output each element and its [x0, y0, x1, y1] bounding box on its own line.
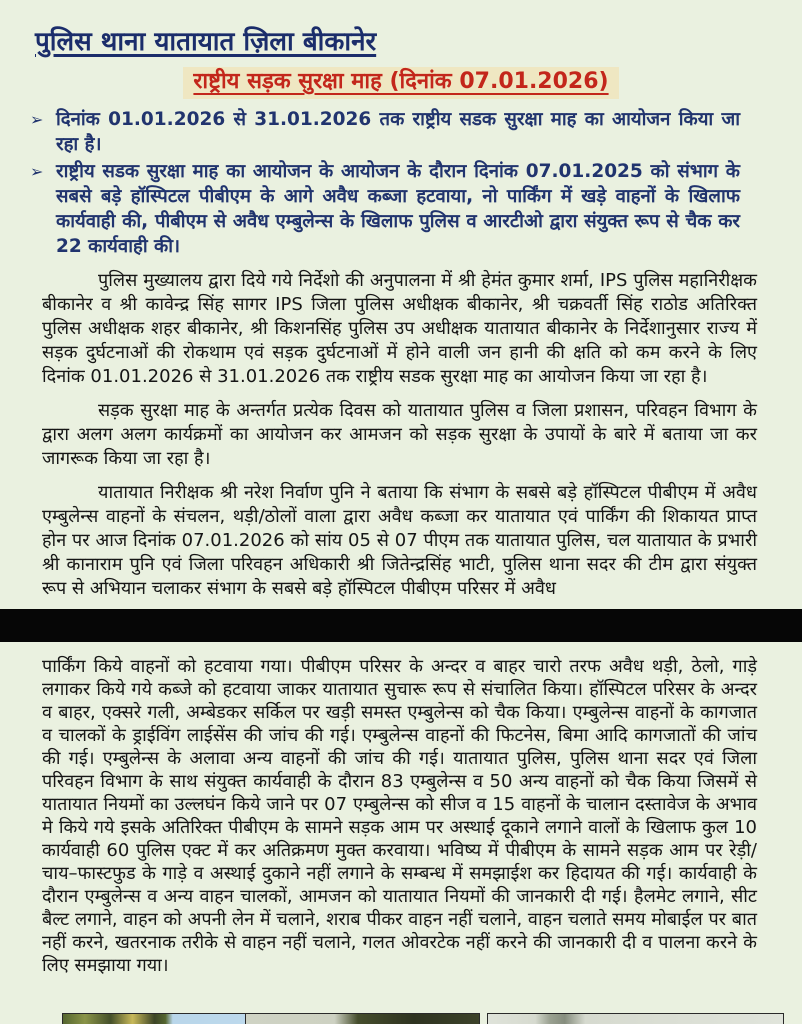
photo-thumbnails-strip [0, 1013, 802, 1024]
bullet-text: दिनांक 01.01.2026 से 31.01.2026 तक राष्ट्रीय सडक सुरक्षा माह का आयोजन किया जा रहा है। [56, 109, 740, 155]
bullet-text: राष्ट्रीय सडक सुरक्षा माह का आयोजन के आयोजन के दौरान दिनांक 07.01.2025 को संभाग के सबसे बड़े हॉस्पिटल पीबीएम के आगे अवैध कब्जा हटवाया, नो पार्किंग में खड़े वाहनों के खिलाफ कार्यवाही की, पीबीएम से अवैध एम्बुलेन्स के खिलाफ पुलिस व आरटीओ द्वारा संयुक्त रूप से चैक कर 22 कार्यवाही की। [56, 161, 740, 257]
body-text-block [42, 269, 757, 601]
body-text-block [42, 655, 757, 977]
photo-thumbnail-top [62, 1013, 247, 1024]
arrow-bullet-icon: ➢ [30, 162, 44, 181]
bullet-item [30, 107, 740, 157]
paragraph: सड़क सुरक्षा माह के अन्तर्गत प्रत्येक दिवस को यातायात पुलिस व जिला प्रशासन, परिवहन विभाग के द्वारा अलग अलग कार्यक्रमों का आयोजन कर आमजन को सड़क सुरक्षा के उपायों के बारे में बताया जा कर जागरूक किया जा रहा है। [42, 400, 757, 469]
black-redaction-band [0, 609, 802, 642]
bullet-list [30, 107, 740, 259]
paragraph-continuation: पार्किंग किये वाहनों को हटवाया गया। पीबीएम परिसर के अन्दर व बाहर चारो तरफ अवैध थड़ी, ठेलो, गाड़े लगाकर किये गये कब्जे को हटवाया जाकर यातायात सुचारू रूप से संचालित किया। हॉस्पिटल परिसर के अन्दर व बाहर, एक्सरे गली, अम्बेडकर सर्किल पर खड़ी समस्त एम्बुलेन्स को चैक किया। एम्बुलेन्स वाहनों के कागजात व चालकों के ड्राईविंग लाईसेंस की जांच की गई। एम्बुलेन्स वाहनों की फिटनेस, बिमा आदि कागजातों की जांच की गई। एम्बुलेन्स के अलावा अन्य वाहनों की जांच की गई। यातायात पुलिस, पुलिस थाना सदर एवं जिला परिवहन विभाग के साथ संयुक्त कार्यवाही के दौरान 83 एम्बुलेन्स व 50 अन्य वाहनों को चैक किया जिसमें से यातायात नियमों का उल्लघंन किये जाने पर 07 एम्बुलेन्स को सीज व 15 वाहनों के चालान दस्तावेज के अभाव मे किये गये इसके अतिरिक्त पीबीएम के सामने सड़क आम पर अस्थाई दूकाने लगाने वालों के खिलाफ कुल 10 कार्यवाही 60 पुलिस एक्ट में कर अतिक्रमण मुक्त करवाया। भविष्य में पीबीएम के सामने सड़क आम पर रेड़ी/चाय–फास्टफुड के गाड़े व अस्थाई दुकाने नहीं लगाने के सम्बन्ध में समझाईश कर हिदायत की गई। कार्यवाही के दौरान एम्बुलेन्स व अन्य वाहन चालकों, आमजन को यातायात नियमों की जानकारी दी गई। हैलमेट लगाने, सीट बैल्ट लगाने, वाहन को अपनी लेन में चलाने, शराब पीकर वाहन नहीं चलाने, वाहन चलाते समय मोबाईल पर बात नहीं करने, खतरनाक तरीके से वाहन नहीं चलाने, गलत ओवरटेक नहीं करने की जानकारी दी व पालना करने के लिए समझाया गया। [42, 656, 757, 976]
paragraph: पुलिस मुख्यालय द्वारा दिये गये निर्देशो की अनुपालना में श्री हेमंत कुमार शर्मा, IPS पुलिस महानिरीक्षक बीकानेर व श्री कावेन्द्र सिंह सागर IPS जिला पुलिस अधीक्षक बीकानेर, श्री चक्रवर्ती सिंह राठोड अतिरिक्त पुलिस अधीक्षक शहर बीकानेर, श्री किशनसिंह पुलिस उप अधीक्षक यातायात बीकानेर के निर्देशानुसार राज्य में सड़क दुर्घटनाओं की रोकथाम एवं सड़क दुर्घटनाओं में होने वाली जन हानी की क्षति को कम करने के लिए दिनांक 01.01.2026 से 31.01.2026 तक राष्ट्रीय सडक सुरक्षा माह का आयोजन किया जा रहा है। [42, 270, 757, 387]
bullet-item [30, 159, 740, 259]
arrow-bullet-icon: ➢ [30, 110, 44, 129]
page-title: पुलिस थाना यातायात ज़िला बीकानेर [35, 27, 377, 57]
highlighted-subtitle: राष्ट्रीय सड़क सुरक्षा माह (दिनांक 07.01.2026) [183, 67, 618, 99]
subtitle-row [0, 67, 802, 99]
photo-thumbnail-top [487, 1013, 784, 1024]
photo-thumbnail-top [245, 1013, 480, 1024]
paragraph: यातायात निरीक्षक श्री नरेश निर्वाण पुनि ने बताया कि संभाग के सबसे बड़े हॉस्पिटल पीबीएम में अवैध एम्बुलेन्स वाहनों के संचलन, थड़ी/ठोलों वाला द्वारा अवैध कब्जा कर यातायात एवं पार्किंग की शिकायत प्राप्त होन पर आज दिनांक 07.01.2026 को सांय 05 से 07 पीएम तक यातायात पुलिस, चल यातायात के प्रभारी श्री कानाराम पुनि एवं जिला परिवहन अधिकारी श्री जितेन्द्रसिंह भाटी, पुलिस थाना सदर की टीम द्वारा संयुक्त रूप से अभियान चलाकर संभाग के सबसे बड़े हॉस्पिटल पीबीएम परिसर में अवैध [42, 482, 757, 599]
